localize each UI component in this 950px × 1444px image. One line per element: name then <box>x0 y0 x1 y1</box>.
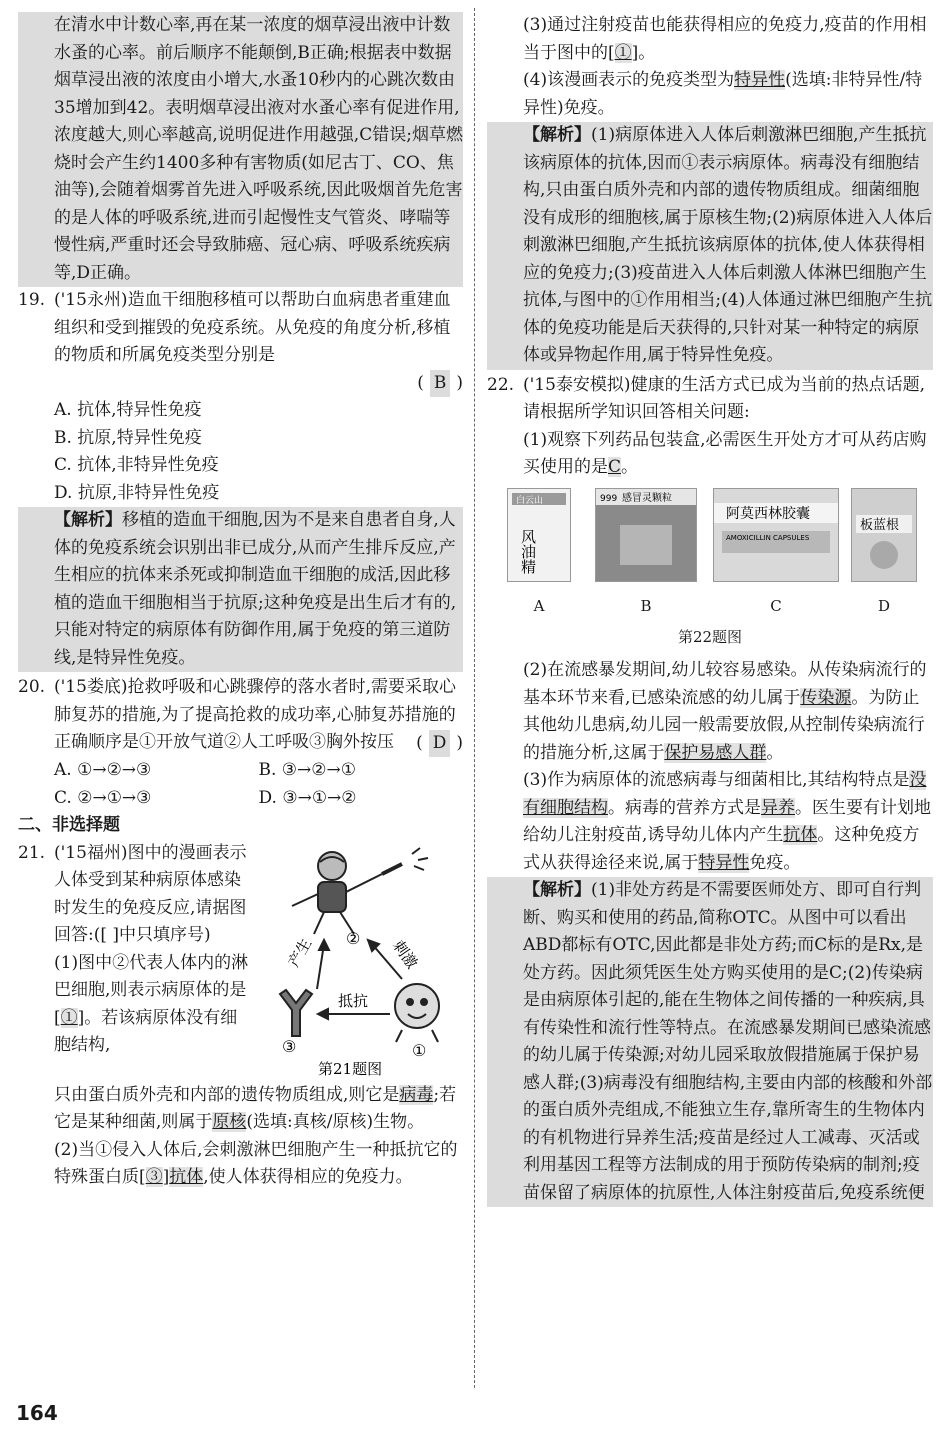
text: ] <box>162 1167 170 1187</box>
drug-package-d <box>851 488 917 621</box>
answer-blank: ① <box>60 1007 78 1028</box>
drug-label: B <box>640 597 652 615</box>
right-column <box>487 12 933 1207</box>
option-a: A. ①→②→③ <box>54 760 152 780</box>
drug-label: C <box>770 597 782 615</box>
arrow-head <box>318 1009 328 1019</box>
answer-choice: B <box>430 370 451 398</box>
text: (1)观察下列药品包装盒,必需医生开处方才可从药店购买使用的是 <box>523 429 927 477</box>
drug-name: 风油精 <box>519 528 537 574</box>
lymphocyte-cartoon-icon <box>292 848 428 934</box>
drug-packages-figure <box>487 488 933 618</box>
answer-blank: C <box>608 457 622 477</box>
q21-part1 <box>54 950 254 1060</box>
answer-choice: D <box>429 730 451 758</box>
drug-label: D <box>877 597 891 615</box>
drug-name-en: AMOXICILLIN CAPSULES <box>726 533 810 542</box>
question-stem: ('15永州)造血干细胞移植可以帮助白血病患者重建血组织和受到摧毁的免疫系统。从免疫的角度分析,移植的物质和所属免疫类型分别是 <box>54 290 451 365</box>
text: ]。若该病原体没有细胞结构, <box>54 1007 238 1055</box>
text: 。为防止其他幼儿患病,幼儿园一般需要放假,从控制传染病流行的措施分析,这属于 <box>523 687 925 763</box>
q21-part4 <box>487 67 933 122</box>
option-a: A. 抗体,特异性免疫 <box>54 400 202 420</box>
label-2: ② <box>346 928 361 948</box>
text: ]。 <box>631 42 656 63</box>
option-b: B. ③→②→① <box>258 760 357 780</box>
option-d: D. ③→①→② <box>258 787 357 808</box>
option-c: C. ②→①→③ <box>54 787 152 808</box>
options-row-2 <box>18 785 463 813</box>
label-stimulate: 刺激 <box>389 936 422 972</box>
drug-box-d-icon <box>851 488 917 582</box>
arrow-head <box>319 940 329 950</box>
antibody-icon <box>280 990 312 1036</box>
option-c: C. 抗体,非特异性免疫 <box>54 455 219 475</box>
answer-bracket: ( D ) <box>18 730 463 758</box>
section-title: 二、非选择题 <box>18 815 120 835</box>
drug-box-b-icon <box>595 488 697 582</box>
drug-box-a-icon <box>507 488 571 582</box>
options-row-1 <box>18 757 463 785</box>
analysis-tag: 【解析】 <box>523 880 591 900</box>
analysis-text: 移植的造血干细胞,因为不是来自患者自身,人体的免疫系统会识别出非已成分,从而产生排斥反应,产生相应的抗体来杀死或抑制造血干细胞的成活,因此移植的造血干细胞相当于抗原;这种免疫是出生后才有的,只能对特定的病原体有防御作用,属于免疫的第三道防线,是特异性免疫。 <box>54 510 457 668</box>
answer-bracket: ( B ) <box>18 370 463 398</box>
q18-analysis-continued: 在清水中计数心率,再在某一浓度的烟草浸出液中计数水蚤的心率。前后顺序不能颠倒,B正确;根据表中数据烟草浸出液的浓度由小增大,水蚤10秒内的心跳次数由35增加到42。表明烟草浸出液对水蚤心率有促进作用,浓度越大,则心率越高,说明促进作用越强,C错误;烟草燃烧时会产生约1400多种有害物质(如尼古丁、CO、焦油等),会随着烟雾首先进入呼吸系统,因此吸烟首先危害的是人体的呼吸系统,进而引起慢性支气管炎、哮喘等慢性病,严重时还会导致肺癌、冠心病、呼吸系统疾病等,D正确。 <box>18 12 463 287</box>
q22-part1 <box>523 427 933 482</box>
answer-blank: 传染源 <box>800 687 852 708</box>
answer-blank: 抗体 <box>169 1167 204 1187</box>
q21-part1-continued <box>18 1082 463 1137</box>
text: 。 <box>621 457 639 477</box>
analysis-text: (1)病原体进入人体后刺激淋巴细胞,产生抵抗该病原体的抗体,因而①表示病原体。病毒没有细胞结构,只由蛋白质外壳和内部的遗传物质组成。细菌细胞没有成形的细胞核,属于原核生物;(2)病原体进入人体后刺激淋巴细胞,产生抵抗该病原体的抗体,使人体获得相应的免疫力;(3)疫苗进入人体后刺激人体淋巴细胞产生抗体,与图中的①作用相当;(4)人体通过淋巴细胞产生抗体的免疫功能是后天获得的,只针对某一种特定的病原体或异物起作用,属于特异性免疫。 <box>523 125 933 365</box>
drug-brand: 白云山 <box>516 495 544 506</box>
q21-analysis <box>487 122 933 370</box>
question-stem: ('15娄底)抢救呼吸和心跳骤停的落水者时,需要采取心肺复苏的措施,为了提高抢救的成功率,心肺复苏措施的正确顺序是①开放气道②人工呼吸③胸外按压 <box>54 677 456 752</box>
q22-part2 <box>487 657 933 767</box>
pathogen-cartoon-icon <box>395 984 439 1042</box>
answer-blank: 抗体 <box>783 825 818 845</box>
column-divider <box>474 8 475 1388</box>
option-b: B. 抗原,特异性免疫 <box>54 427 202 448</box>
label-1: ① <box>412 1040 427 1060</box>
text: 。这种免疫方式从获得途径来说,属于 <box>523 825 920 873</box>
question-stem: ('15泰安模拟)健康的生活方式已成为当前的热点话题,请根据所学知识回答相关问题: <box>523 374 925 422</box>
text: (选填:非特异性/特异性)免疫。 <box>523 70 923 118</box>
analysis-text: (1)非处方药是不需要医师处方、即可自行判断、购买和使用的药品,简称OTC。从图中可以看出ABD都标有OTC,因此都是非处方药;而C标的是Rx,是处方药。因此须凭医生处方购买使用的是C;(2)传染病是由病原体引起的,能在生物体之间传播的一种疾病,具有传染性和流行性等特点。在流感暴发期间已感染流感的幼儿属于传染源;对幼儿园采取放假措施属于保护易感人群;(3)病毒没有细胞结构,主要由内部的核酸和外部的蛋白质外壳组成,不能独立生存,靠所寄生的生物体内的有机物进行异养生活;疫苗是经过人工减毒、灭活或利用基因工程等方法制成的用于预防传染病的制剂;疫苗保留了病原体的抗原性,人体注射疫苗后,免疫系统便 <box>523 880 933 1203</box>
q22-analysis <box>487 877 933 1207</box>
answer-blank: 原核 <box>212 1112 247 1132</box>
label-3: ③ <box>282 1036 297 1056</box>
question-number: 21. <box>18 842 46 863</box>
text: (选填:真核/原核)生物。 <box>246 1112 425 1132</box>
text: (3)通过注射疫苗也能获得相应的免疫力,疫苗的作用相当于图中的[ <box>523 15 927 63</box>
q21-part2 <box>18 1137 463 1192</box>
question-number: 20. <box>18 677 46 697</box>
text: ,使人体获得相应的免疫力。 <box>203 1167 413 1187</box>
answer-blank: 异养 <box>761 797 795 818</box>
drug-package-b <box>595 488 697 621</box>
text: 。病毒的营养方式是 <box>608 797 761 818</box>
question-20 <box>18 674 463 757</box>
left-column <box>18 12 463 1192</box>
figure-caption: 第21题图 <box>318 1059 383 1076</box>
option-d: D. 抗原,非特异性免疫 <box>54 482 220 503</box>
answer-blank: 病毒 <box>399 1084 434 1105</box>
label-resist: 抵抗 <box>338 991 369 1010</box>
question-21-text <box>18 840 254 1060</box>
text: (2)在流感暴发期间,幼儿较容易感染。从传染病流行的基本环节来看,已感染流感的幼儿属于 <box>523 660 927 708</box>
text: (2)当①侵入人体后,会刺激淋巴细胞产生一种抵抗它的特殊蛋白质[ <box>54 1139 458 1187</box>
drug-package-a <box>507 488 571 621</box>
text: 只由蛋白质外壳和内部的遗传物质组成,则它是 <box>54 1084 400 1105</box>
drug-brand: 999 <box>600 493 618 504</box>
text: 。医生要有计划地给幼儿注射疫苗,诱导幼儿体内产生 <box>523 797 931 845</box>
page-number: 164 <box>16 1401 58 1425</box>
question-number: 19. <box>18 290 46 310</box>
question-stem: ('15福州)图中的漫画表示人体受到某种病原体感染时发生的免疫反应,请据图回答:([ ]中只填序号) <box>54 842 247 945</box>
immune-response-figure <box>262 844 462 1076</box>
drug-package-c <box>713 488 839 621</box>
answer-blank: 没有细胞结构 <box>523 770 927 818</box>
text: 免疫。 <box>749 852 801 873</box>
question-21 <box>18 840 463 1082</box>
text: (4)该漫画表示的免疫类型为 <box>523 70 735 90</box>
question-19 <box>18 287 463 370</box>
answer-blank: ③ <box>145 1167 163 1187</box>
q21-part3 <box>487 12 933 67</box>
drug-box-c-icon <box>713 488 839 582</box>
answer-blank: 特异性 <box>698 852 750 873</box>
text: 。 <box>766 742 784 763</box>
text: ;若它是某种细菌,则属于 <box>54 1084 457 1132</box>
analysis-tag: 【解析】 <box>54 510 122 530</box>
text: (1)图中②代表人体内的淋巴细胞,则表示病原体的是[ <box>54 952 249 1028</box>
drug-label: A <box>533 597 545 615</box>
question-number: 22. <box>487 374 515 395</box>
question-22 <box>487 372 933 482</box>
answer-blank: 保护易感人群 <box>664 742 767 763</box>
text: (3)作为病原体的流感病毒与细菌相比,其结构特点是 <box>523 770 910 790</box>
q22-part3 <box>487 767 933 877</box>
analysis-tag: 【解析】 <box>523 125 591 145</box>
answer-blank: ① <box>614 42 632 63</box>
drug-name: 阿莫西林胶囊 <box>726 505 810 522</box>
q19-analysis <box>18 507 463 672</box>
drug-name: 板蓝根 <box>860 517 900 533</box>
drug-name: 感冒灵颗粒 <box>622 492 672 504</box>
answer-blank: 特异性 <box>734 70 786 90</box>
figure-caption: 第22题图 <box>677 627 743 646</box>
label-produce: 产生 <box>284 934 316 970</box>
